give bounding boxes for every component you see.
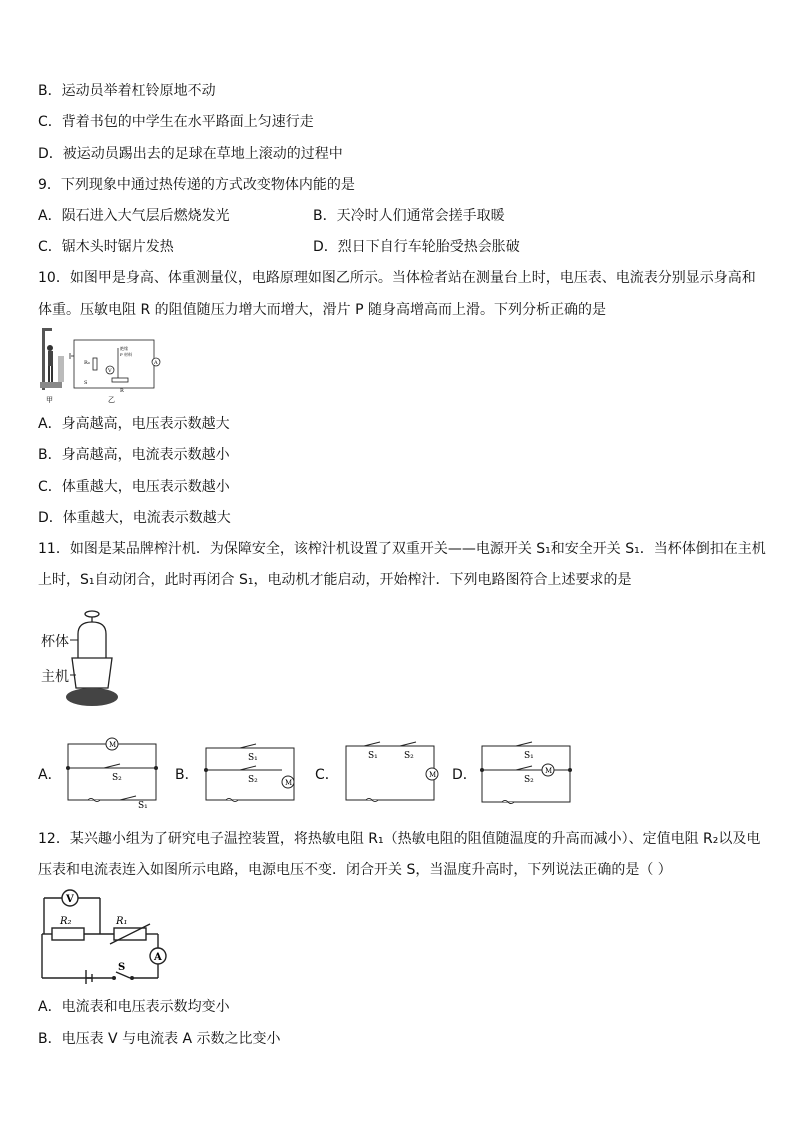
q11-option-a-label: A． (38, 767, 62, 783)
q11-label-cup: 杯体 (41, 634, 69, 650)
q11-c-motor: M (429, 771, 437, 779)
q11-circuit-b (202, 740, 302, 810)
q11-a-motor: M (109, 741, 117, 749)
q11-circuit-a (64, 734, 164, 810)
q11-stem-line1: 11．如图是某品牌榨汁机．为保障安全，该榨汁机设置了双重开关——电源开关 S₁和安全开关 S₁．当杯体倒扣在主机 (38, 541, 766, 557)
q11-d-s1: S₁ (524, 751, 534, 761)
q10-option-d: D．体重越大，电流表示数越大 (38, 510, 231, 526)
q10-switch-label: S (84, 380, 88, 386)
q11-stem-line2: 上时，S₁自动闭合，此时再闭合 S₁，电动机才能启动，开始榨汁．下列电路图符合上述要求的是 (38, 572, 632, 588)
q11-c-s2: S₂ (404, 751, 414, 761)
q11-b-s1: S₁ (248, 753, 258, 763)
q10-label-jia: 甲 (46, 396, 53, 404)
q10-label-yi: 乙 (108, 396, 115, 404)
q10-slider-label: P 材料 (120, 352, 132, 357)
q11-option-d-label: D． (452, 767, 477, 783)
q10-figure (38, 326, 170, 408)
q12-ammeter-label: A (154, 952, 162, 963)
q11-option-b-label: B． (175, 767, 199, 783)
q11-d-motor: M (545, 767, 553, 775)
q11-a-s1: S₁ (138, 801, 148, 810)
q8-option-b: B．运动员举着杠铃原地不动 (38, 83, 216, 99)
q11-b-motor: M (285, 779, 293, 787)
q12-stem-line1: 12．某兴趣小组为了研究电子温控装置，将热敏电阻 R₁（热敏电阻的阻值随温度的升高而减小）、定值电阻 R₂以及电 (38, 831, 761, 847)
q10-insulator-label: 绝缘 (120, 346, 128, 351)
q11-a-s2: S₂ (112, 773, 122, 783)
q12-option-a: A．电流表和电压表示数均变小 (38, 999, 230, 1015)
q10-scale-illustration (40, 328, 64, 390)
q9-stem: 9．下列现象中通过热传递的方式改变物体内能的是 (38, 177, 355, 193)
q9-option-a: A．陨石进入大气层后燃烧发光 (38, 208, 230, 224)
q10-ammeter-label: A (154, 360, 158, 366)
q11-d-s2: S₂ (524, 775, 534, 785)
q11-juicer-figure (40, 610, 120, 710)
q8-option-d: D．被运动员踢出去的足球在草地上滚动的过程中 (38, 146, 343, 162)
q11-b-s2: S₂ (248, 775, 258, 785)
q12-r2-label: R₂ (60, 916, 72, 927)
q10-option-b: B．身高越高，电流表示数越小 (38, 447, 230, 463)
q12-r1-label: R₁ (116, 916, 128, 927)
q10-voltmeter-label: V (108, 368, 112, 374)
q10-r-label: R (120, 388, 124, 394)
q10-r0-label: R₀ (84, 360, 90, 366)
q8-option-c: C．背着书包的中学生在水平路面上匀速行走 (38, 114, 314, 130)
q10-option-c: C．体重越大，电压表示数越小 (38, 479, 230, 495)
q12-option-b: B．电压表 V 与电流表 A 示数之比变小 (38, 1031, 281, 1047)
q10-stem-line2: 体重。压敏电阻 R 的阻值随压力增大而增大，滑片 P 随身高增高而上滑。下列分析正确的是 (38, 302, 606, 318)
q11-circuit-d (478, 738, 578, 810)
q10-stem-line1: 10．如图甲是身高、体重测量仪，电路原理如图乙所示。当体检者站在测量台上时，电压表、电流表分别显示身高和 (38, 270, 756, 286)
q12-circuit (38, 888, 178, 984)
q11-c-s1: S₁ (368, 751, 378, 761)
q12-switch-label: S (118, 962, 126, 973)
q9-option-d: D．烈日下自行车轮胎受热会胀破 (313, 239, 520, 255)
q9-option-b: B．天冷时人们通常会搓手取暖 (313, 208, 505, 224)
q10-option-a: A．身高越高，电压表示数越大 (38, 416, 230, 432)
q9-option-c: C．锯木头时锯片发热 (38, 239, 174, 255)
q11-circuit-c (342, 736, 442, 810)
q11-option-c-label: C． (315, 767, 339, 783)
q11-label-base: 主机 (41, 669, 69, 685)
q12-voltmeter-label: V (66, 894, 74, 905)
q12-stem-line2: 压表和电流表连入如图所示电路，电源电压不变．闭合开关 S，当温度升高时，下列说法正确的是（ ） (38, 862, 672, 878)
